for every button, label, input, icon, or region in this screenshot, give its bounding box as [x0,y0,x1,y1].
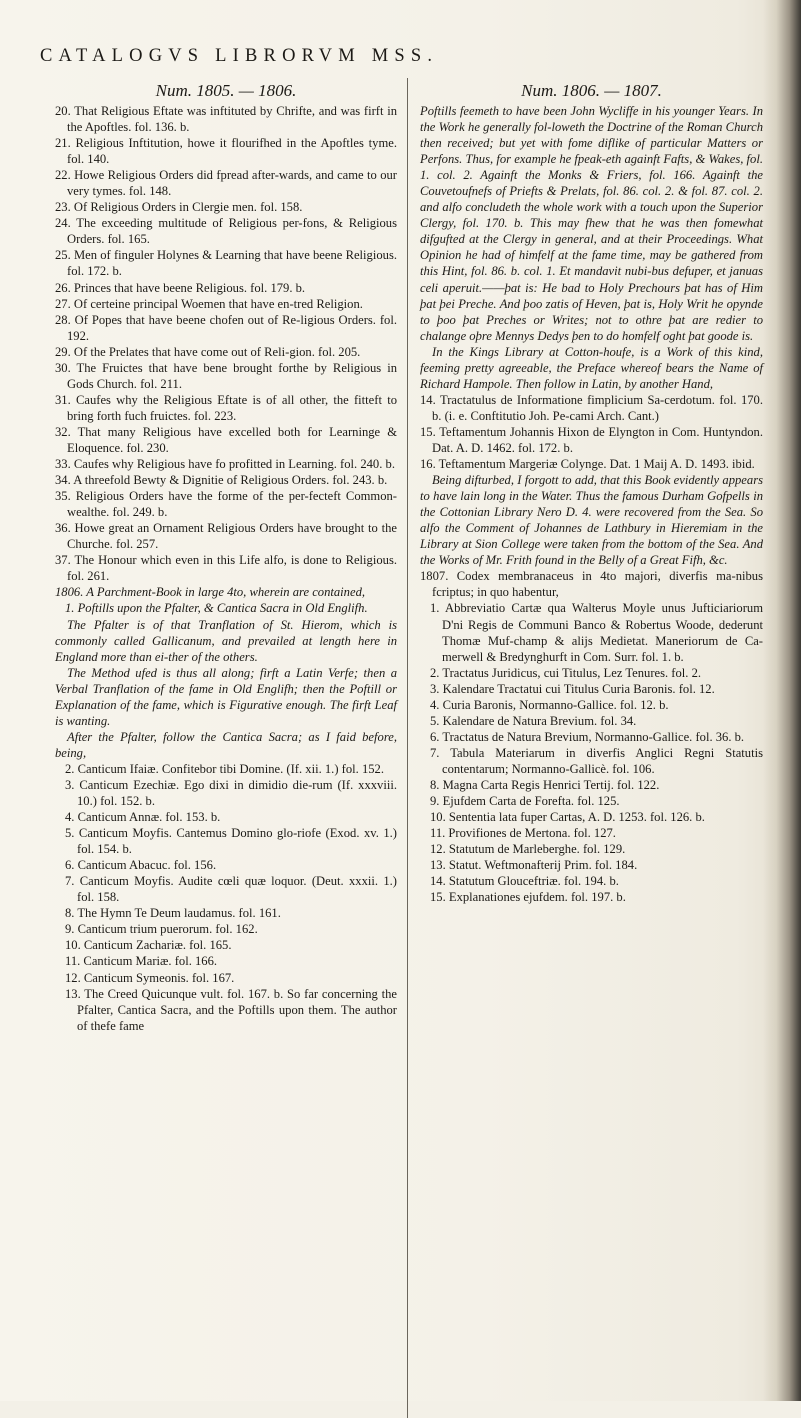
left-entry: 7. Canticum Moyfis. Audite cœli quæ loquor. (Deut. xxxii. 1.) fol. 158. [65,874,397,905]
right-column-heading: Num. 1806. — 1807. [521,81,662,100]
left-entry: 27. Of certeine principal Woemen that have en-tred Religion. [55,296,363,311]
page-edge-shadow [763,0,801,1401]
right-entry: 2. Tractatus Juridicus, cui Titulus, Lez Tenures. fol. 2. [430,665,702,680]
left-entries [55,103,397,1034]
right-entry: 15. Explanationes ejufdem. fol. 197. b. [430,890,626,905]
left-entry: 12. Canticum Symeonis. fol. 167. [65,970,235,985]
right-entry: 1807. Codex membranaceus in 4to majori, diverfis ma-nibus fcriptus; in quo habentur, [420,569,763,600]
right-entry: 1. Abbreviatio Cartæ qua Walterus Moyle unus Jufticiariorum D'ni Regis de Communi Banco & Robertus Woode, dederunt Thomæ Muf-champ & alijs Medietat. Maneriorum de Ca-merwell & Bredynghurft in Com. Surr. fol. 1. b. [430,601,763,664]
right-entry: In the Kings Library at Cotton-houfe, is a Work of this kind, feeming pretty agreeable, the Preface whereof bears the Name of Richard Hampole. Then follow in Latin, by another Hand, [420,344,763,391]
right-entry: 12. Statutum de Marleberghe. fol. 129. [430,842,626,857]
right-entry: 14. Statutum Glouceftriæ. fol. 194. b. [430,874,619,889]
left-entry: 22. Howe Religious Orders did fpread after-wards, and came to our very tymes. fol. 148. [55,168,397,199]
left-entry: 25. Men of finguler Holynes & Learning that have beene Religious. fol. 172. b. [55,248,397,279]
left-entry: 33. Caufes why Religious have fo profitted in Learning. fol. 240. b. [55,457,395,472]
left-entry: 6. Canticum Abacuc. fol. 156. [65,858,217,873]
left-entry: 1. Poftills upon the Pfalter, & Cantica Sacra in Old Englifh. [65,601,368,616]
right-column [420,80,763,905]
left-entry: 5. Canticum Moyfis. Cantemus Domino glo-riofe (Exod. xv. 1.) fol. 154. b. [65,826,397,857]
left-column-heading: Num. 1805. — 1806. [155,81,297,100]
left-entry: 29. Of the Prelates that have come out of Reli-gion. fol. 205. [55,344,361,359]
right-entry: 9. Ejufdem Carta de Forefta. fol. 125. [430,794,620,809]
left-entry: 20. That Religious Eftate was inftituted by Chrifte, and was firft in the Apoftles. fol. 136. b. [55,104,397,135]
right-entry: 3. Kalendare Tractatui cui Titulus Curia Baronis. fol. 12. [430,681,715,696]
left-entry: 32. That many Religious have excelled both for Learninge & Eloquence. fol. 230. [55,424,397,455]
left-entry: 37. The Honour which even in this Life alfo, is done to Religious. fol. 261. [55,553,397,584]
left-entry: 2. Canticum Ifaiæ. Confitebor tibi Domine. (If. xii. 1.) fol. 152. [65,761,384,776]
left-entry: 4. Canticum Annæ. fol. 153. b. [65,810,221,825]
left-entry: 30. The Fruictes that have bene brought forthe by Religious in Gods Church. fol. 211. [55,360,397,391]
right-entry: 6. Tractatus de Natura Brevium, Normanno-Gallice. fol. 36. b. [430,729,745,744]
right-entry: Poftills feemeth to have been John Wycliffe in his younger Years. In the Work he generally fol-loweth the Doctrine of the Roman Church then received; but yet with fome diflike of particular Matters or Perfons. Thus, for example he fpeak-eth againft Fafts, & Wakes, fol. 1. col. 2. Againft the Monks & Friers, fol. 166. Againft the Couvetoufnefs of Priefts & Prelats, fol. 86. col. 2. & fol. 87. col. 2. and alfo concludeth the whole work with a touch upon the Superior Clergy, fol. 170. b. This may fhew that he was then fomewhat difgufted at the Clergy in general, and at their Proceedings. What Opinion he had of himfelf at the fame time, may be gathered from this Hint, fol. 86. b. col. 1. Et mandavit nubi-bus defuper, et januas celi aperuit.——þat is: He bad to Holy Prechours þat has of Him þat þei Preche. And þoo zatis of Heven, þat is, Holy Writ he opynde to þoo þat Preches or Writes; not to othre þat are redier to chalange oþre Mennys Dedys þen to do homfelf oght þat goode is. [420,104,763,343]
left-entry: 36. Howe great an Ornament Religious Orders have brought to the Churche. fol. 257. [55,521,397,552]
right-entry: 15. Teftamentum Johannis Hixon de Elyngton in Com. Huntyndon. Dat. A. D. 1462. fol. 172. b. [420,424,763,455]
right-entry: 7. Tabula Materiarum in diverfis Anglici Regni Statutis contentarum; Normanno-Gallicè. fol. 106. [430,745,763,776]
right-entry: 10. Sententia lata fuper Cartas, A. D. 1253. fol. 126. b. [430,810,705,825]
column-divider [407,78,408,1418]
right-entry: 16. Teftamentum Margeriæ Colynge. Dat. 1 Maij A. D. 1493. ibid. [420,457,755,472]
left-entry: 13. The Creed Quicunque vult. fol. 167. b. So far concerning the Pfalter, Cantica Sacra, and the Poftills upon them. The author of thefe fame [65,986,397,1033]
right-entry: 14. Tractatulus de Informatione fimplicium Sa-cerdotum. fol. 170. b. (i. e. Conftitutio Joh. Pe-cami Arch. Cant.) [420,392,763,423]
left-entry: 11. Canticum Mariæ. fol. 166. [65,954,218,969]
right-entry: 11. Provifiones de Mertona. fol. 127. [430,826,616,841]
left-entry: The Method ufed is thus all along; firft a Latin Verfe; then a Verbal Tranflation of the fame in Old Englifh; then the Poftill or Explanation of the fame, which is Figurative enough. The firft Leaf is wanting. [55,665,397,728]
left-entry: 31. Caufes why the Religious Eftate is of all other, the fitteft to bring forth fuch fruictes. fol. 223. [55,392,397,423]
left-entry: 35. Religious Orders have the forme of the per-fecteft Common-wealthe. fol. 249. b. [55,489,397,520]
left-entry: 21. Religious Inftitution, howe it flourifhed in the Apoftles tyme. fol. 140. [55,136,397,167]
right-entry: 5. Kalendare de Natura Brevium. fol. 34. [430,713,637,728]
left-entry: 34. A threefold Bewty & Dignitie of Religious Orders. fol. 243. b. [55,473,388,488]
running-header: CATALOGVS LIBRORVM MSS. [40,46,439,66]
left-entry: 23. Of Religious Orders in Clergie men. fol. 158. [55,200,303,215]
right-entries [420,103,763,905]
right-entry: Being difturbed, I forgott to add, that this Book evidently appears to have lain long in the Water. Thus the famous Durham Gofpells in the Cottonian Library Nero D. 4. were recovered from the Sea. So alfo the Comment of Johannes de Lathbury in Hieremiam in the Library at Sion College were taken from the bottom of the Sea. And the Works of Mr. Frith found in the Belly of a Great Fifh, &c. [420,473,763,568]
left-entry: 24. The exceeding multitude of Religious per-fons, & Religious Orders. fol. 165. [55,216,397,247]
left-entry: After the Pfalter, follow the Cantica Sacra; as I faid before, being, [55,729,397,760]
left-entry: 3. Canticum Ezechiæ. Ego dixi in dimidio die-rum (If. xxxviii. 10.) fol. 152. b. [65,777,397,809]
left-entry: 9. Canticum trium puerorum. fol. 162. [65,922,258,937]
left-entry: The Pfalter is of that Tranflation of St. Hierom, which is commonly called Gallicanum, and prevailed at length here in England more than ei-ther of the others. [55,617,397,664]
right-entry: 8. Magna Carta Regis Henrici Tertij. fol. 122. [430,777,660,792]
left-entry: 26. Princes that have beene Religious. fol. 179. b. [55,280,306,295]
left-entry: 1806. A Parchment-Book in large 4to, wherein are contained, [55,585,366,600]
left-entry: 8. The Hymn Te Deum laudamus. fol. 161. [65,906,281,921]
right-entry: 4. Curia Baronis, Normanno-Gallice. fol. 12. b. [430,697,669,712]
left-entry: 28. Of Popes that have beene chofen out of Re-ligious Orders. fol. 192. [55,312,397,343]
right-entry: 13. Statut. Weftmonafterij Prim. fol. 184. [430,858,638,873]
left-entry: 10. Canticum Zachariæ. fol. 165. [65,938,232,953]
left-column [55,80,397,1034]
